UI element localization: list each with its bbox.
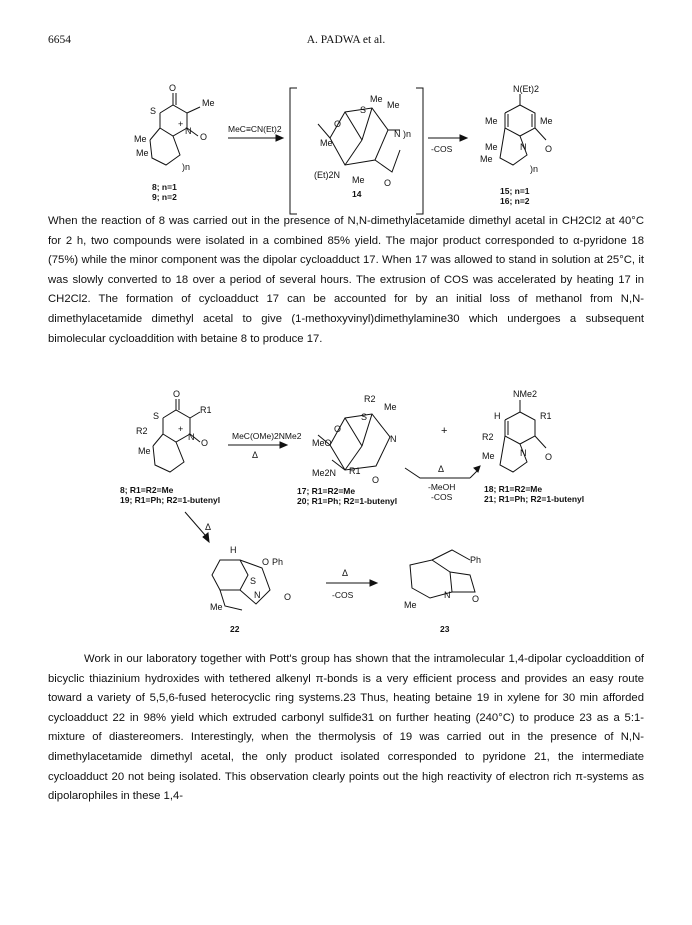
n-atom: N: [520, 142, 527, 152]
compound-label: 21; R1=Ph; R2=1-butenyl: [484, 494, 585, 504]
delta-label: Δ: [438, 464, 445, 474]
r2-label: R2: [136, 426, 148, 436]
r2-label: R2: [364, 394, 376, 404]
net2-label: N(Et)2: [513, 84, 540, 94]
plus-charge: +: [178, 424, 184, 434]
me-label: Me: [480, 154, 493, 164]
cos-label: -COS: [332, 590, 354, 600]
n-atom: N: [520, 448, 527, 458]
me-label: Me: [384, 402, 397, 412]
compound-label: 19; R1=Ph; R2=1-butenyl: [120, 495, 221, 505]
r1-label: R1: [540, 411, 552, 421]
h-atom: H: [230, 545, 237, 555]
reagent-label: MeC≡CN(Et)2: [228, 124, 282, 134]
delta-label: Δ: [205, 522, 212, 532]
compound-label: 14: [352, 189, 362, 199]
compound-label: 8; n=1: [152, 182, 177, 192]
n-atom: N: [185, 126, 192, 136]
delta-label: Δ: [252, 450, 259, 460]
compound-label: 8; R1=R2=Me: [120, 485, 174, 495]
compound-label: 15; n=1: [500, 186, 530, 196]
me-label: Me: [352, 175, 365, 185]
n-atom: N: [254, 590, 261, 600]
s-atom: S: [360, 105, 367, 115]
me-label: Me: [485, 116, 498, 126]
o-atom: O: [262, 557, 270, 567]
compound-label: 18; R1=R2=Me: [484, 484, 543, 494]
page-number: 6654: [48, 34, 71, 46]
cos-label: -COS: [431, 492, 453, 502]
me-label: Me: [404, 600, 417, 610]
compound-label: 23: [440, 624, 450, 634]
ph-label: Ph: [470, 555, 482, 565]
paragraph-1: When the reaction of 8 was carried out in the presence of N,N-dimethylacetamide dimethyl acetal in CH2Cl2 at 40°C for 2 h, two compounds were isolated in a combined 85% yield. The major product corresponded to α-pyridone 18 (75%) while the minor component was the dipolar cycloadduct 17. When 17 was allowed to stand in solution at 25°C, it was slowly converted to 18 over a period of several hours. The extrusion of COS was accelerated by heating 17 in CH2Cl2. The formation of cycloadduct 17 can be accounted for by an initial loss of methanol from N,N-dimethylacetamide dimethyl acetal to give (1-methoxyvinyl)dimethylamine30 which undergoes a subsequent bimolecular cycloaddition with betaine 8 to produce 17.: [48, 215, 644, 345]
n-atom: N: [444, 590, 451, 600]
o-atom: O: [372, 475, 380, 485]
paragraph-2-text: Work in our laboratory together with Pott's group has shown that the intramolecular 1,4-dipolar cycloaddition of bicyclic thiazinium hydroxides with tethered alkenyl π-bonds is a very efficient process and provides an easy route toward a variety of 5,5,6-fused heterocyclic ring systems.23 Thus, heating betaine 19 in xylene for 30 min afforded cycloadduct 22 in 98% yield which extruded carbonyl sulfide31 on further heating (240°C) to produce 23 as a 5:1-mixture of diastereomers. Interestingly, when the thermolysis of 19 was carried out in the presence of N,N-dimethylacetamide dimethyl acetal, the only product isolated corresponded to pyridone 21, the intermediate cycloadduct 20 not being isolated. This observation clearly points out the high reactivity of electron rich π-systems as dipolarophiles in these 1,4-: [48, 653, 644, 803]
me-label: Me: [485, 142, 498, 152]
o-atom: O: [173, 389, 181, 399]
running-authors: A. PADWA et al.: [306, 34, 386, 46]
me-label: Me: [482, 451, 495, 461]
o-atom: O: [334, 119, 342, 129]
n-atom: N: [188, 432, 195, 442]
compound-label: 22: [230, 624, 240, 634]
paragraph-2: [48, 650, 644, 807]
o-atom: O: [545, 144, 553, 154]
delta-label: Δ: [342, 568, 349, 578]
meo-label: MeO: [312, 438, 332, 448]
h-atom: H: [494, 411, 501, 421]
reagent-label: MeC(OMe)2NMe2: [232, 431, 302, 441]
me-label: Me: [136, 148, 149, 158]
o-minus: O: [201, 438, 209, 448]
r1-label: R1: [200, 405, 212, 415]
r1-label: R1: [349, 466, 361, 476]
et2n-label: (Et)2N: [314, 170, 341, 180]
nme2-label: NMe2: [513, 389, 538, 399]
me2n-label: Me2N: [312, 468, 337, 478]
n-sub: )n: [403, 129, 412, 139]
o-atom: O: [169, 83, 177, 93]
compound-label: 17; R1=R2=Me: [297, 486, 356, 496]
me-label: Me: [134, 134, 147, 144]
s-atom: S: [361, 412, 368, 422]
n-atom: N: [394, 129, 401, 139]
me-label: Me: [540, 116, 553, 126]
n-atom: N: [390, 434, 397, 444]
me-label: Me: [202, 98, 215, 108]
compound-label: 16; n=2: [500, 196, 530, 206]
ph-label: Ph: [272, 557, 284, 567]
me-label: Me: [370, 94, 383, 104]
o-atom: O: [472, 594, 480, 604]
o-atom: O: [384, 178, 392, 188]
me-label: Me: [210, 602, 223, 612]
n-sub: )n: [530, 164, 539, 174]
plus-sign: +: [441, 425, 448, 437]
n-sub: )n: [182, 162, 191, 172]
me-label: Me: [320, 138, 333, 148]
compound-label: 20; R1=Ph; R2=1-butenyl: [297, 496, 398, 506]
meoh-label: -MeOH: [428, 482, 456, 492]
o-atom: O: [334, 424, 342, 434]
r2-label: R2: [482, 432, 494, 442]
plus-charge: +: [178, 119, 184, 129]
compound-label: 9; n=2: [152, 192, 177, 202]
o-atom: O: [284, 592, 292, 602]
s-atom: S: [150, 106, 157, 116]
cos-label: -COS: [431, 144, 453, 154]
me-label: Me: [387, 100, 400, 110]
o-minus: O: [200, 132, 208, 142]
me-label: Me: [138, 446, 151, 456]
s-atom: S: [250, 576, 257, 586]
s-atom: S: [153, 411, 160, 421]
o-atom: O: [545, 452, 553, 462]
